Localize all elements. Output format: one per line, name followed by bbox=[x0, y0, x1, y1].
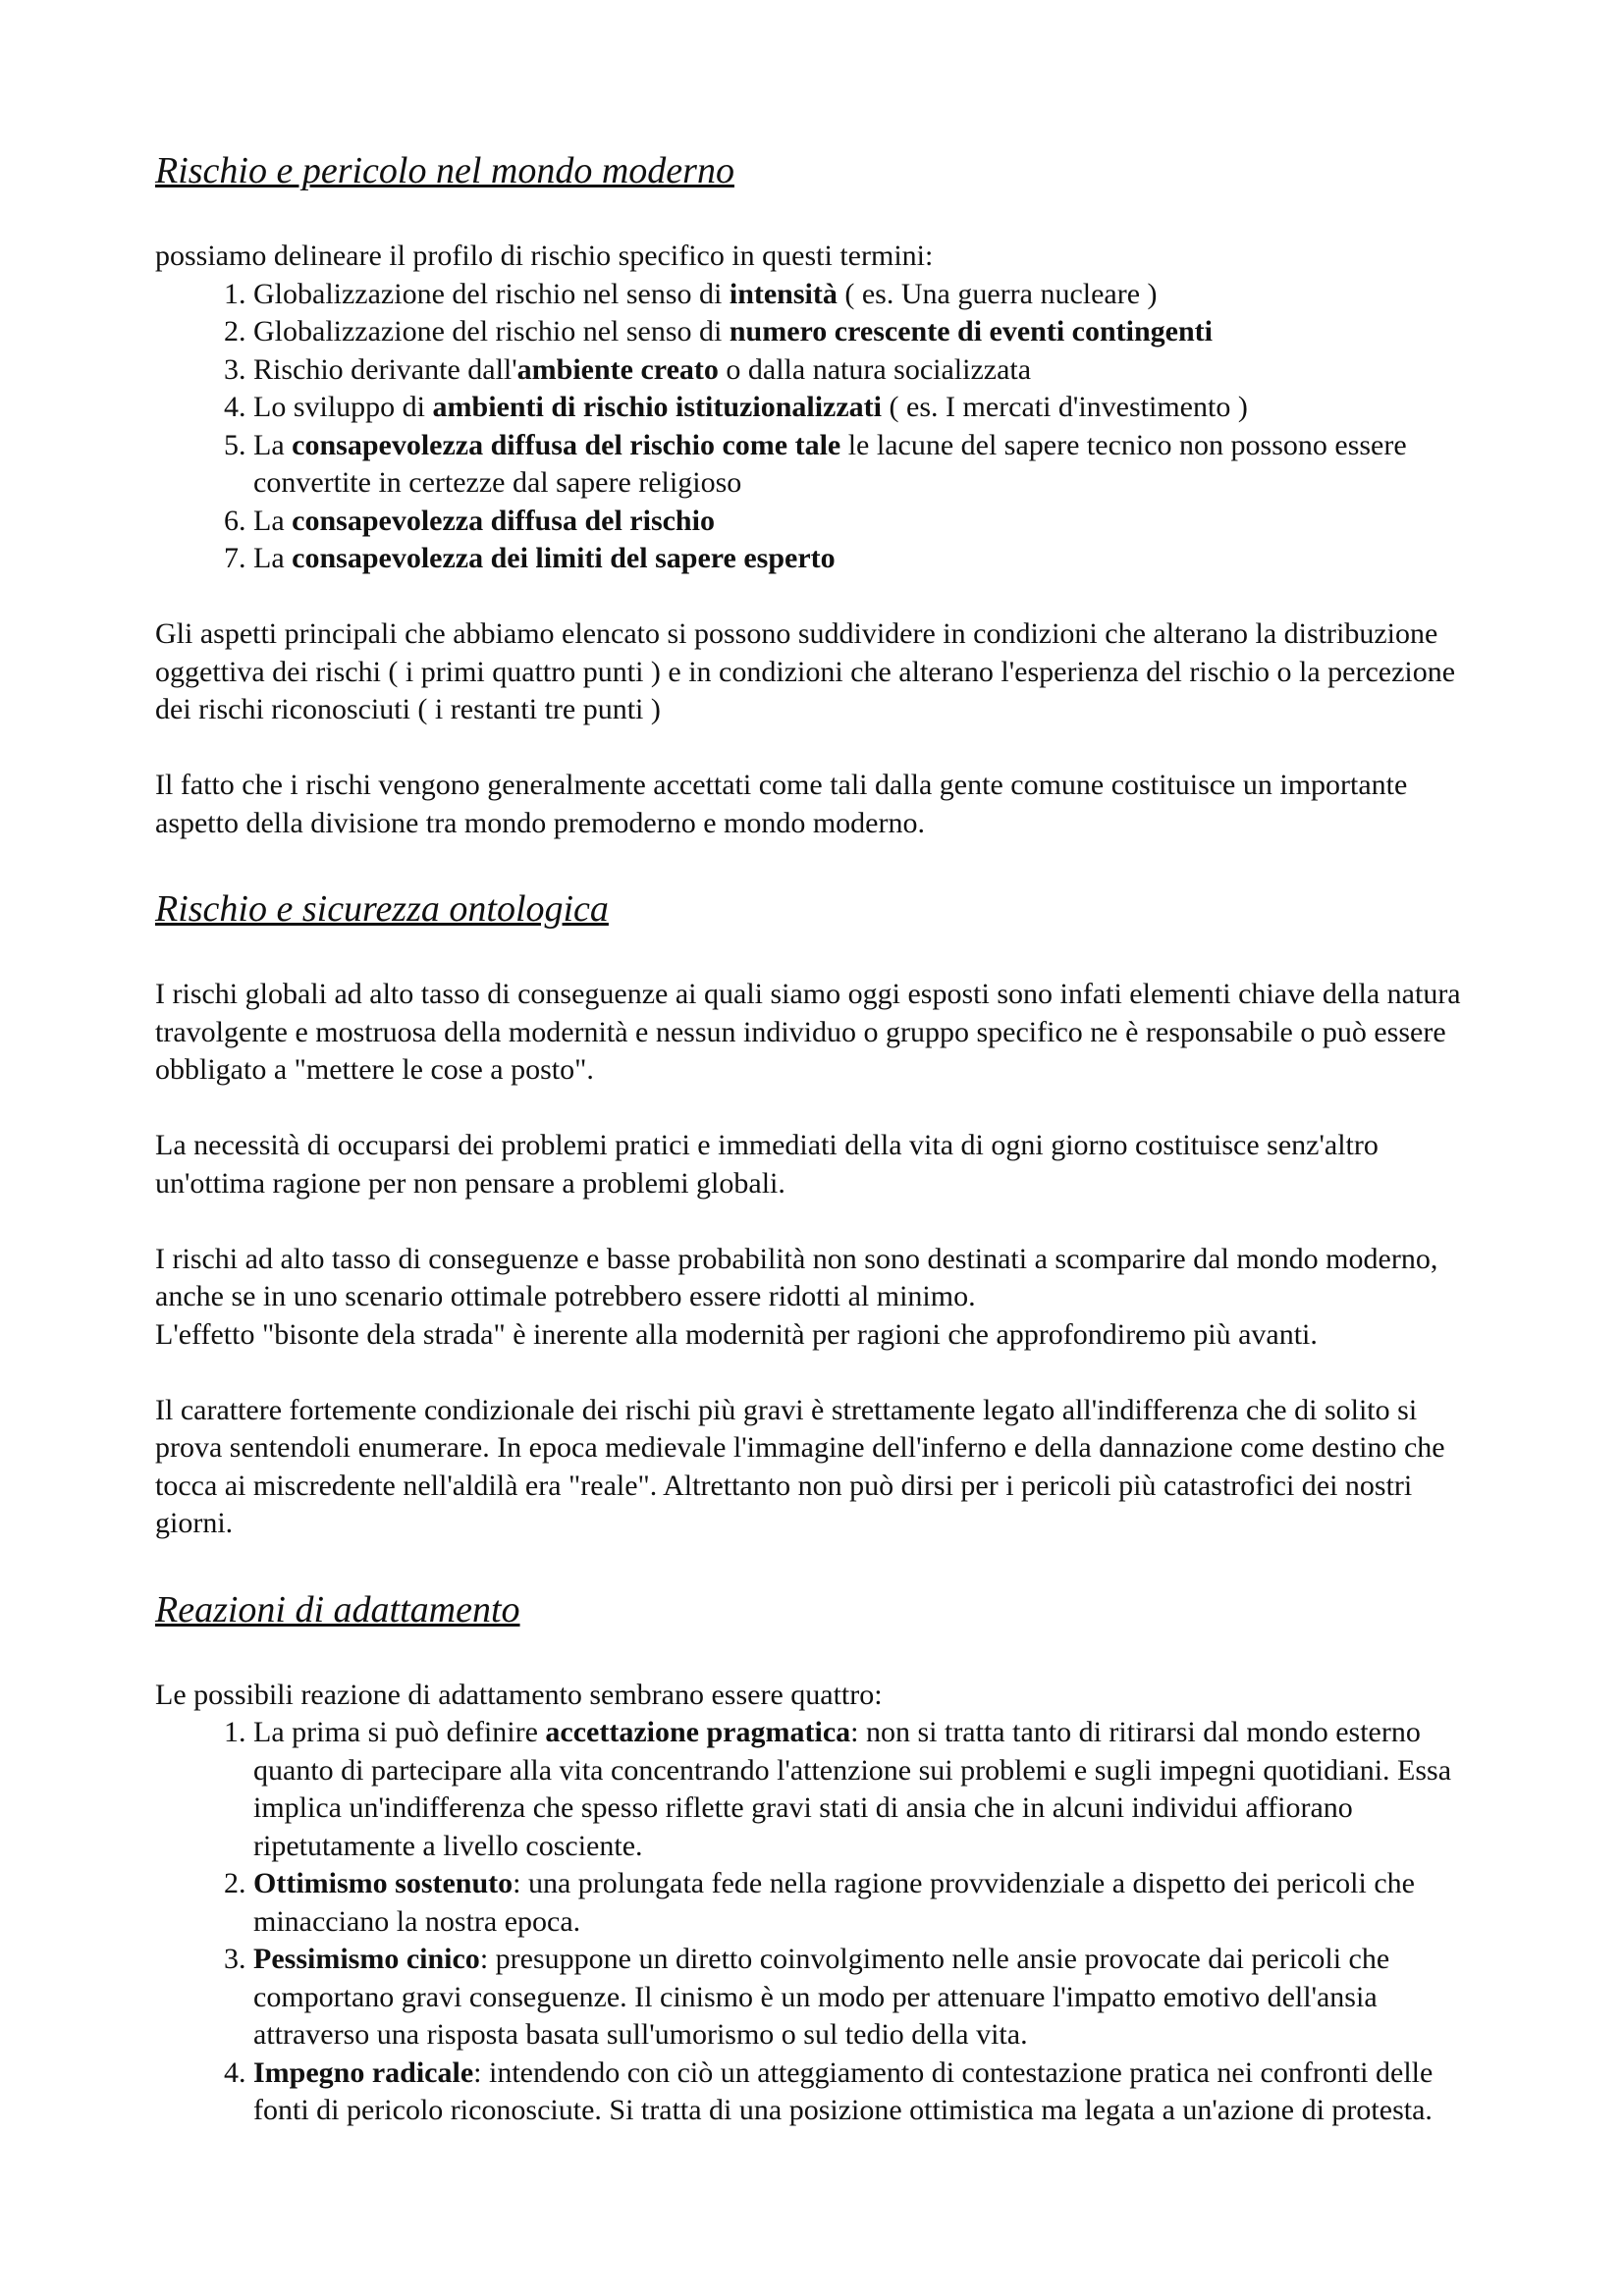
section2-paragraph: Il carattere fortemente condizionale dei rischi più gravi è strettamente legato all'indifferenza che di solito si prova sentendoli enumerare. In epoca medievale l'immagine dell'inferno e della dannazione come destino che tocca ai miscredente nell'aldilà era "reale". Altrettanto non può dirsi per i pericoli più catastrofici dei nostri giorni. bbox=[155, 1393, 1445, 1539]
list-item: 6. La consapevolezza diffusa del rischio bbox=[253, 503, 1490, 541]
section2-paragraph: I rischi ad alto tasso di conseguenze e basse probabilità non sono destinati a scomparire dal mondo moderno, anche se in uno scenario ottimale potrebbero essere ridotti al minimo. bbox=[155, 1242, 1438, 1312]
section3-list bbox=[155, 1714, 1490, 2130]
section2-paragraph: La necessità di occuparsi dei problemi pratici e immediati della vita di ogni giorno costituisce senz'altro un'ottima ragione per non pensare a problemi globali. bbox=[155, 1129, 1379, 1200]
list-item: 4. Lo sviluppo di ambienti di rischio istituzionalizzati ( es. I mercati d'investimento ) bbox=[253, 389, 1490, 427]
section-title-rischio-pericolo: Rischio e pericolo nel mondo moderno bbox=[155, 150, 734, 191]
section1-paragraph: Il fatto che i rischi vengono generalmente accettati come tali dalla gente comune costituisce un importante aspetto della divisione tra mondo premoderno e mondo moderno. bbox=[155, 769, 1408, 839]
section1-list bbox=[155, 276, 1490, 578]
list-item: 1. La prima si può definire accettazione pragmatica: non si tratta tanto di ritirarsi dal mondo esterno quanto di partecipare alla vita concentrando l'attenzione sui problemi e sugli impegni quotidiani. Essa implica un'indifferenza che spesso riflette gravi stati di ansia che in alcuni individui affiorano ripetutamente a livello cosciente. bbox=[253, 1714, 1490, 1865]
section2-paragraph: L'effetto "bisonte dela strada" è inerente alla modernità per ragioni che approfondiremo più avanti. bbox=[155, 1317, 1318, 1351]
list-item: 5. La consapevolezza diffusa del rischio come tale le lacune del sapere tecnico non possono essere convertite in certezze dal sapere religioso bbox=[253, 427, 1490, 503]
list-item: 2. Ottimismo sostenuto: una prolungata fede nella ragione provvidenziale a dispetto dei pericoli che minacciano la nostra epoca. bbox=[253, 1865, 1490, 1941]
section3-intro: Le possibili reazione di adattamento sembrano essere quattro: bbox=[155, 1678, 883, 1711]
section2-paragraph: I rischi globali ad alto tasso di conseguenze ai quali siamo oggi esposti sono infati elementi chiave della natura travolgente e mostruosa della modernità e nessun individuo o gruppo specifico ne è responsabile o può essere obbligato a "mettere le cose a posto". bbox=[155, 978, 1461, 1086]
section-title-sicurezza-ontologica: Rischio e sicurezza ontologica bbox=[155, 888, 609, 930]
section1-paragraph: Gli aspetti principali che abbiamo elencato si possono suddividere in condizioni che alterano la distribuzione oggettiva dei rischi ( i primi quattro punti ) e in condizioni che alterano l'esperienza del rischio o la percezione dei rischi riconosciuti ( i restanti tre punti ) bbox=[155, 617, 1456, 725]
section1-intro: possiamo delineare il profilo di rischio specifico in questi termini: bbox=[155, 240, 934, 272]
section-title-reazioni-adattamento: Reazioni di adattamento bbox=[155, 1588, 520, 1630]
list-item: 2. Globalizzazione del rischio nel senso di numero crescente di eventi contingenti bbox=[253, 313, 1490, 351]
list-item: 7. La consapevolezza dei limiti del sapere esperto bbox=[253, 540, 1490, 578]
list-item: 1. Globalizzazione del rischio nel senso di intensità ( es. Una guerra nucleare ) bbox=[253, 276, 1490, 314]
list-item: 3. Rischio derivante dall'ambiente creato o dalla natura socializzata bbox=[253, 351, 1490, 390]
list-item: 3. Pessimismo cinico: presuppone un diretto coinvolgimento nelle ansie provocate dai pericoli che comportano gravi conseguenze. Il cinismo è un modo per attenuare l'impatto emotivo dell'ansia attraverso una risposta basata sull'umorismo o sul tedio della vita. bbox=[253, 1941, 1490, 2055]
list-item: 4. Impegno radicale: intendendo con ciò un atteggiamento di contestazione pratica nei confronti delle fonti di pericolo riconosciute. Si tratta di una posizione ottimistica ma legata a un'azione di protesta. bbox=[253, 2055, 1490, 2130]
document-body bbox=[155, 147, 1490, 2130]
